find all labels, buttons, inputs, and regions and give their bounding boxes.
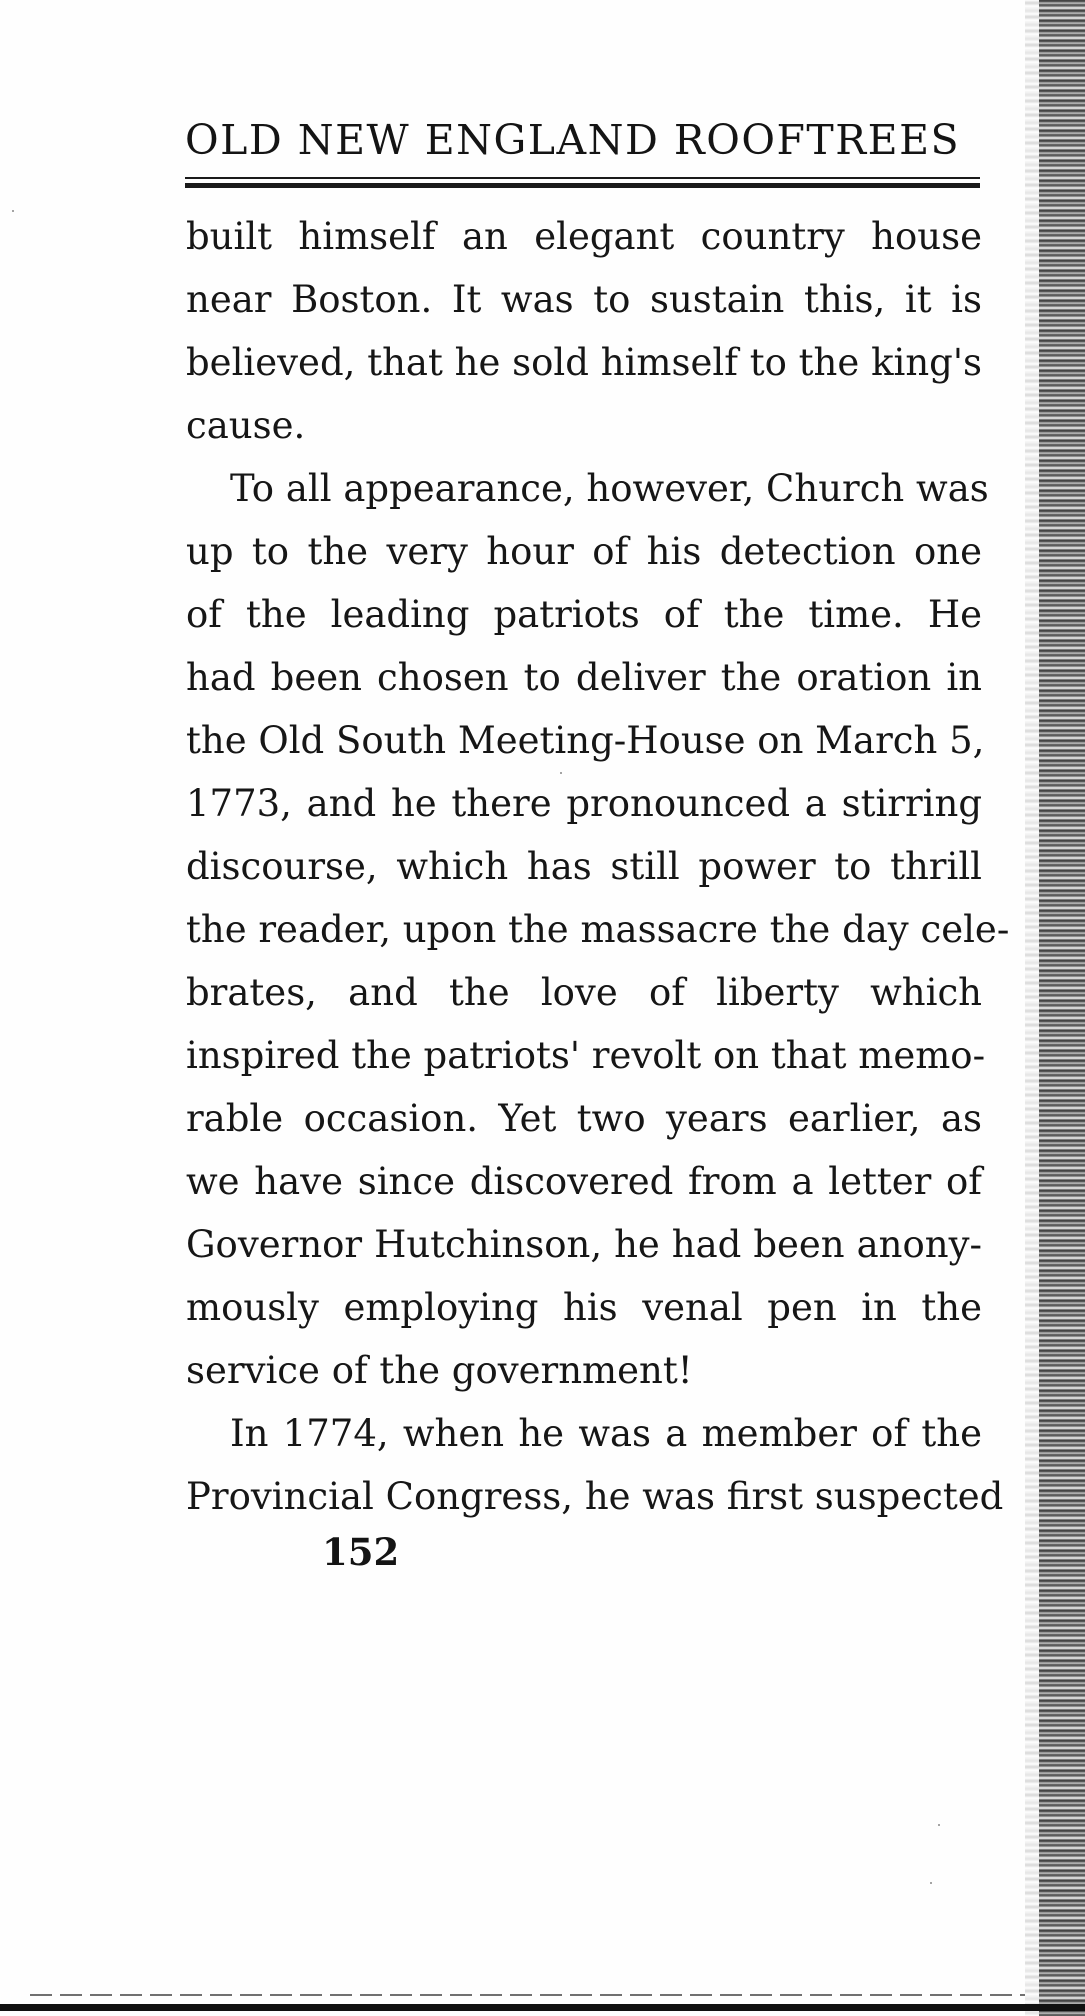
bottom-page-edge [0,2004,1085,2011]
text-line: the reader, upon the massacre the day cele- [186,908,1010,951]
bottom-edge-dashes [30,1994,1025,1996]
text-line: near Boston. It was to sustain this, it is [186,278,982,321]
paper-speck [560,772,562,774]
body-text [186,205,1010,1528]
text-line: of the leading patriots of the time. He [186,593,982,636]
paper-speck [938,1824,940,1826]
header-rule-thin [185,177,980,179]
text-line: discourse, which has still power to thrill [186,845,982,888]
page-number: 152 [322,1530,400,1574]
text-line: service of the government! [186,1349,693,1392]
text-line: mously employing his venal pen in the [186,1286,982,1329]
text-line: rable occasion. Yet two years earlier, as [186,1097,982,1140]
text-line: inspired the patriots' revolt on that memo- [186,1034,986,1077]
text-line: brates, and the love of liberty which [186,971,982,1014]
header-rule-thick [185,183,980,188]
text-line: cause. [186,404,306,447]
page-edge-shadow [1039,0,1085,2016]
text-line: Provincial Congress, he was first suspected [186,1475,1004,1518]
text-line: we have since discovered from a letter of [186,1160,982,1203]
paper-speck [930,1882,932,1884]
text-line: up to the very hour of his detection one [186,530,982,573]
text-line: believed, that he sold himself to the king's [186,341,982,384]
paper-speck [12,210,14,212]
text-line: 1773, and he there pronounced a stirring [186,782,982,825]
text-line: Governor Hutchinson, he had been anony- [186,1223,982,1266]
running-header: OLD NEW ENGLAND ROOFTREES [185,116,961,164]
text-line: the Old South Meeting-House on March 5, [186,719,985,762]
text-line: To all appearance, however, Church was [230,467,989,510]
text-line: had been chosen to deliver the oration in [186,656,982,699]
text-line: In 1774, when he was a member of the [230,1412,982,1455]
text-line: built himself an elegant country house [186,215,982,258]
